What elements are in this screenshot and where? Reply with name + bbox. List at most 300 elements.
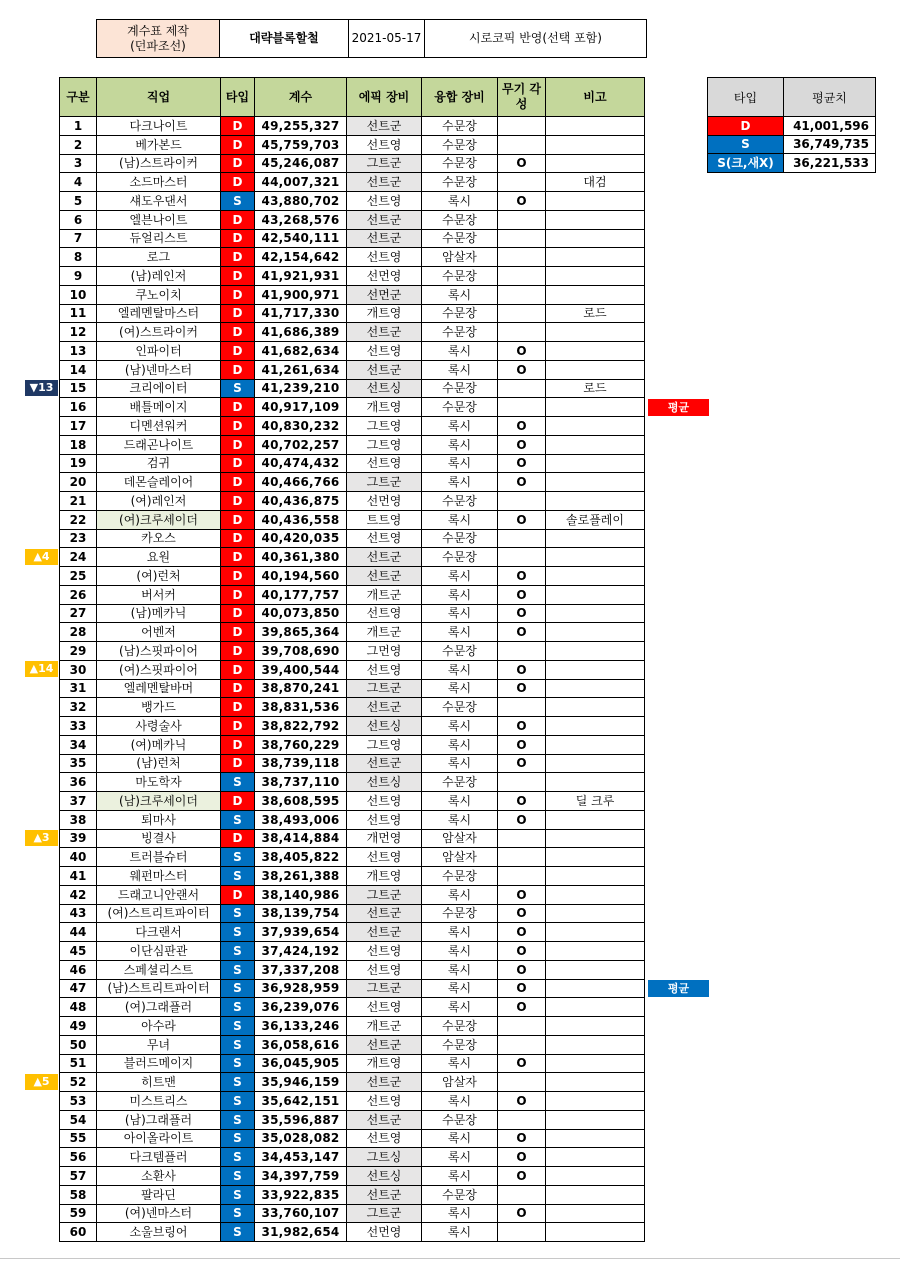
table-row [60, 1223, 645, 1242]
fusion-cell: 수문장 [422, 1110, 498, 1129]
table-row [60, 1129, 645, 1148]
rank-cell: 2 [60, 135, 97, 154]
table-row [60, 1185, 645, 1204]
average-value-cell: 36,221,533 [784, 154, 876, 173]
rank-cell: 7 [60, 229, 97, 248]
fusion-cell: 록시 [422, 510, 498, 529]
awake-cell [498, 1035, 546, 1054]
score-cell: 41,239,210 [255, 379, 347, 398]
note-cell [546, 1092, 645, 1111]
fusion-cell: 수문장 [422, 154, 498, 173]
epic-cell: 개먼영 [347, 829, 422, 848]
job-cell: 이단심판관 [97, 942, 221, 961]
job-cell: 다크나이트 [97, 117, 221, 136]
score-cell: 38,493,006 [255, 810, 347, 829]
table-row [60, 1092, 645, 1111]
score-cell: 40,702,257 [255, 435, 347, 454]
note-cell [546, 979, 645, 998]
table-row [60, 248, 645, 267]
fusion-cell: 록시 [422, 585, 498, 604]
awake-cell: O [498, 342, 546, 361]
job-cell: 다크템플러 [97, 1148, 221, 1167]
rank-cell: 48 [60, 998, 97, 1017]
table-row [60, 1017, 645, 1036]
epic-cell: 트트영 [347, 510, 422, 529]
job-cell: 요원 [97, 548, 221, 567]
type-cell: S [221, 1129, 255, 1148]
fusion-cell: 수문장 [422, 210, 498, 229]
type-cell: S [221, 192, 255, 211]
table-row [60, 398, 645, 417]
job-cell: (여)스트라이커 [97, 323, 221, 342]
rank-cell: 51 [60, 1054, 97, 1073]
awake-cell [498, 848, 546, 867]
job-cell: (여)스트리트파이터 [97, 904, 221, 923]
score-cell: 38,737,110 [255, 773, 347, 792]
epic-cell: 선트싱 [347, 717, 422, 736]
awake-cell: O [498, 1054, 546, 1073]
score-cell: 45,246,087 [255, 154, 347, 173]
score-cell: 36,058,616 [255, 1035, 347, 1054]
type-cell: S [221, 1092, 255, 1111]
rank-cell: 37 [60, 792, 97, 811]
rank-cell: 49 [60, 1017, 97, 1036]
score-cell: 45,759,703 [255, 135, 347, 154]
rank-cell: 6 [60, 210, 97, 229]
job-cell: 스페셜리스트 [97, 960, 221, 979]
score-cell: 40,436,875 [255, 492, 347, 511]
note-cell [546, 960, 645, 979]
epic-cell: 선트영 [347, 248, 422, 267]
type-cell: D [221, 304, 255, 323]
job-cell: (남)스트라이커 [97, 154, 221, 173]
avg-header-type: 타입 [708, 78, 784, 117]
note-cell [546, 1073, 645, 1092]
note-cell: 딜 크루 [546, 792, 645, 811]
rank-cell: 10 [60, 285, 97, 304]
fusion-cell: 록시 [422, 1204, 498, 1223]
rank-cell: 28 [60, 623, 97, 642]
table-row [60, 885, 645, 904]
awake-cell [498, 267, 546, 286]
type-cell: S [221, 848, 255, 867]
job-cell: (여)런처 [97, 567, 221, 586]
awake-cell: O [498, 660, 546, 679]
epic-cell: 선트영 [347, 135, 422, 154]
fusion-cell: 수문장 [422, 267, 498, 286]
epic-cell: 그트군 [347, 979, 422, 998]
table-row [60, 904, 645, 923]
type-cell: D [221, 360, 255, 379]
rank-cell: 25 [60, 567, 97, 586]
epic-cell: 선트싱 [347, 773, 422, 792]
fusion-cell: 록시 [422, 454, 498, 473]
type-cell: S [221, 1167, 255, 1186]
rank-cell: 30 [60, 660, 97, 679]
epic-cell: 선트영 [347, 454, 422, 473]
rank-cell: 56 [60, 1148, 97, 1167]
job-cell: (여)그래플러 [97, 998, 221, 1017]
epic-cell: 선트군 [347, 904, 422, 923]
table-row [60, 1110, 645, 1129]
awake-cell [498, 173, 546, 192]
type-cell: S [221, 960, 255, 979]
score-cell: 40,436,558 [255, 510, 347, 529]
average-line-marker: 평균 [648, 980, 709, 997]
type-cell: D [221, 829, 255, 848]
epic-cell: 그트영 [347, 735, 422, 754]
rank-cell: 59 [60, 1204, 97, 1223]
fusion-cell: 암살자 [422, 248, 498, 267]
rank-cell: 18 [60, 435, 97, 454]
awake-cell: O [498, 435, 546, 454]
average-row [708, 154, 876, 173]
type-cell: D [221, 117, 255, 136]
job-cell: 배틀메이지 [97, 398, 221, 417]
ranking-table [59, 77, 645, 1242]
score-cell: 38,739,118 [255, 754, 347, 773]
note-cell [546, 154, 645, 173]
epic-cell: 개트영 [347, 867, 422, 886]
fusion-cell: 록시 [422, 1092, 498, 1111]
type-cell: D [221, 398, 255, 417]
fusion-cell: 수문장 [422, 492, 498, 511]
table-row [60, 1148, 645, 1167]
job-cell: 소환사 [97, 1167, 221, 1186]
average-type-cell: S(크,새X) [708, 154, 784, 173]
rank-cell: 57 [60, 1167, 97, 1186]
awake-cell [498, 698, 546, 717]
epic-cell: 선트영 [347, 342, 422, 361]
job-cell: 카오스 [97, 529, 221, 548]
awake-cell: O [498, 417, 546, 436]
col-header-fusion: 융합 장비 [422, 78, 498, 117]
fusion-cell: 록시 [422, 660, 498, 679]
score-cell: 43,880,702 [255, 192, 347, 211]
score-cell: 37,424,192 [255, 942, 347, 961]
type-cell: D [221, 529, 255, 548]
job-cell: 마도학자 [97, 773, 221, 792]
type-cell: D [221, 698, 255, 717]
note-cell [546, 717, 645, 736]
fusion-cell: 록시 [422, 885, 498, 904]
fusion-cell: 록시 [422, 285, 498, 304]
fusion-cell: 록시 [422, 567, 498, 586]
note-cell [546, 135, 645, 154]
rank-cell: 26 [60, 585, 97, 604]
awake-cell: O [498, 510, 546, 529]
note-cell [546, 604, 645, 623]
fusion-cell: 수문장 [422, 867, 498, 886]
note-cell [546, 398, 645, 417]
note-cell [546, 1204, 645, 1223]
note-cell [546, 473, 645, 492]
fusion-cell: 록시 [422, 810, 498, 829]
awake-cell [498, 867, 546, 886]
table-row [60, 510, 645, 529]
job-cell: (남)런처 [97, 754, 221, 773]
score-cell: 41,717,330 [255, 304, 347, 323]
awake-cell: O [498, 154, 546, 173]
job-cell: 소울브링어 [97, 1223, 221, 1242]
rank-cell: 15 [60, 379, 97, 398]
rank-cell: 54 [60, 1110, 97, 1129]
note-cell [546, 885, 645, 904]
fusion-cell: 록시 [422, 942, 498, 961]
fusion-cell: 수문장 [422, 229, 498, 248]
type-cell: D [221, 173, 255, 192]
score-cell: 40,420,035 [255, 529, 347, 548]
note-cell [546, 1167, 645, 1186]
note-cell: 로드 [546, 379, 645, 398]
type-cell: S [221, 923, 255, 942]
rank-cell: 34 [60, 735, 97, 754]
epic-cell: 선트영 [347, 998, 422, 1017]
rank-cell: 20 [60, 473, 97, 492]
score-cell: 38,608,595 [255, 792, 347, 811]
rank-cell: 58 [60, 1185, 97, 1204]
type-cell: D [221, 248, 255, 267]
job-cell: (여)넨마스터 [97, 1204, 221, 1223]
table-row [60, 173, 645, 192]
average-type-cell: D [708, 117, 784, 136]
epic-cell: 그먼영 [347, 642, 422, 661]
epic-cell: 선먼영 [347, 1223, 422, 1242]
note-cell [546, 210, 645, 229]
rank-cell: 36 [60, 773, 97, 792]
table-row [60, 960, 645, 979]
table-row [60, 792, 645, 811]
fusion-cell: 록시 [422, 604, 498, 623]
score-cell: 40,474,432 [255, 454, 347, 473]
fusion-cell: 록시 [422, 960, 498, 979]
type-cell: D [221, 285, 255, 304]
score-cell: 41,900,971 [255, 285, 347, 304]
awake-cell: O [498, 885, 546, 904]
note-cell [546, 1035, 645, 1054]
rank-cell: 31 [60, 679, 97, 698]
note-cell [546, 679, 645, 698]
type-cell: S [221, 1073, 255, 1092]
target-cell: 대략블록할철 [220, 20, 349, 58]
fusion-cell: 수문장 [422, 529, 498, 548]
job-cell: (남)메카닉 [97, 604, 221, 623]
table-row [60, 360, 645, 379]
awake-cell [498, 492, 546, 511]
epic-cell: 선트군 [347, 1110, 422, 1129]
job-cell: 듀얼리스트 [97, 229, 221, 248]
table-row [60, 135, 645, 154]
awake-cell: O [498, 1092, 546, 1111]
awake-cell [498, 829, 546, 848]
job-cell: 쿠노이치 [97, 285, 221, 304]
type-cell: S [221, 979, 255, 998]
note-cell [546, 567, 645, 586]
note-cell [546, 1110, 645, 1129]
rank-cell: 46 [60, 960, 97, 979]
awake-cell [498, 642, 546, 661]
epic-cell: 선트군 [347, 1185, 422, 1204]
score-cell: 39,708,690 [255, 642, 347, 661]
awake-cell [498, 379, 546, 398]
rank-cell: 8 [60, 248, 97, 267]
epic-cell: 개트군 [347, 623, 422, 642]
score-cell: 38,405,822 [255, 848, 347, 867]
awake-cell: O [498, 998, 546, 1017]
table-row [60, 492, 645, 511]
score-cell: 35,642,151 [255, 1092, 347, 1111]
awake-cell: O [498, 623, 546, 642]
page-bottom-divider [0, 1258, 900, 1259]
note-cell [546, 323, 645, 342]
epic-cell: 그트영 [347, 435, 422, 454]
col-header-score: 계수 [255, 78, 347, 117]
fusion-cell: 수문장 [422, 135, 498, 154]
type-cell: S [221, 904, 255, 923]
date-cell: 2021-05-17 [349, 20, 425, 58]
job-cell: 빙결사 [97, 829, 221, 848]
score-cell: 40,361,380 [255, 548, 347, 567]
score-cell: 36,239,076 [255, 998, 347, 1017]
epic-cell: 선트군 [347, 754, 422, 773]
rank-cell: 21 [60, 492, 97, 511]
col-header-note: 비고 [546, 78, 645, 117]
epic-cell: 선트싱 [347, 379, 422, 398]
awake-cell [498, 1185, 546, 1204]
score-cell: 36,045,905 [255, 1054, 347, 1073]
awake-cell: O [498, 1204, 546, 1223]
note-cell [546, 735, 645, 754]
awake-cell [498, 1110, 546, 1129]
epic-cell: 선트군 [347, 117, 422, 136]
job-cell: (여)메카닉 [97, 735, 221, 754]
note-cell: 대검 [546, 173, 645, 192]
rank-cell: 45 [60, 942, 97, 961]
epic-cell: 선트군 [347, 1073, 422, 1092]
note-cell [546, 623, 645, 642]
table-row [60, 192, 645, 211]
note-cell [546, 342, 645, 361]
type-cell: D [221, 135, 255, 154]
table-row [60, 267, 645, 286]
awake-cell: O [498, 904, 546, 923]
col-header-job: 직업 [97, 78, 221, 117]
note-cell [546, 829, 645, 848]
awake-cell [498, 548, 546, 567]
awake-cell: O [498, 1148, 546, 1167]
awake-cell [498, 117, 546, 136]
job-cell: 미스트리스 [97, 1092, 221, 1111]
note-cell [546, 1054, 645, 1073]
rank-cell: 19 [60, 454, 97, 473]
awake-cell: O [498, 792, 546, 811]
job-cell: (여)스핏파이어 [97, 660, 221, 679]
rank-cell: 35 [60, 754, 97, 773]
column-header-row [60, 78, 645, 117]
note-cell [546, 998, 645, 1017]
rank-cell: 50 [60, 1035, 97, 1054]
score-cell: 38,414,884 [255, 829, 347, 848]
score-cell: 37,939,654 [255, 923, 347, 942]
note-cell [546, 1223, 645, 1242]
info-header-row [97, 20, 647, 58]
fusion-cell: 암살자 [422, 1073, 498, 1092]
awake-cell [498, 135, 546, 154]
table-row [60, 698, 645, 717]
score-cell: 38,822,792 [255, 717, 347, 736]
table-row [60, 942, 645, 961]
epic-cell: 개트영 [347, 304, 422, 323]
fusion-cell: 록시 [422, 623, 498, 642]
epic-cell: 선트군 [347, 698, 422, 717]
note-cell [546, 585, 645, 604]
awake-cell [498, 323, 546, 342]
fusion-cell: 록시 [422, 192, 498, 211]
average-type-cell: S [708, 135, 784, 154]
score-cell: 34,453,147 [255, 1148, 347, 1167]
rank-cell: 39 [60, 829, 97, 848]
score-cell: 40,466,766 [255, 473, 347, 492]
score-cell: 35,028,082 [255, 1129, 347, 1148]
score-cell: 33,922,835 [255, 1185, 347, 1204]
made-by-cell [97, 20, 220, 58]
epic-cell: 선트영 [347, 960, 422, 979]
score-cell: 40,830,232 [255, 417, 347, 436]
type-cell: D [221, 417, 255, 436]
made-by-line2: (던파조선) [130, 38, 186, 53]
rank-cell: 40 [60, 848, 97, 867]
type-cell: S [221, 1223, 255, 1242]
fusion-cell: 수문장 [422, 398, 498, 417]
awake-cell [498, 529, 546, 548]
score-cell: 41,682,634 [255, 342, 347, 361]
note-cell: 솔로플레이 [546, 510, 645, 529]
rank-cell: 17 [60, 417, 97, 436]
table-row [60, 1204, 645, 1223]
note-cell [546, 867, 645, 886]
rank-cell: 32 [60, 698, 97, 717]
type-cell: S [221, 1054, 255, 1073]
awake-cell: O [498, 1167, 546, 1186]
type-cell: D [221, 510, 255, 529]
note-cell: 시로코픽 반영(선택 포함) [425, 20, 647, 58]
job-cell: 드래고니안랜서 [97, 885, 221, 904]
fusion-cell: 록시 [422, 717, 498, 736]
awake-cell [498, 248, 546, 267]
table-row [60, 604, 645, 623]
note-cell [546, 1185, 645, 1204]
fusion-cell: 수문장 [422, 773, 498, 792]
rank-cell: 1 [60, 117, 97, 136]
score-cell: 38,831,536 [255, 698, 347, 717]
job-cell: (남)스트리트파이터 [97, 979, 221, 998]
job-cell: 크리에이터 [97, 379, 221, 398]
job-cell: (여)레인저 [97, 492, 221, 511]
job-cell: (남)레인저 [97, 267, 221, 286]
table-row [60, 585, 645, 604]
type-cell: D [221, 454, 255, 473]
score-cell: 40,073,850 [255, 604, 347, 623]
epic-cell: 선트군 [347, 548, 422, 567]
score-cell: 36,133,246 [255, 1017, 347, 1036]
average-rows [708, 117, 876, 173]
type-cell: D [221, 660, 255, 679]
fusion-cell: 록시 [422, 1167, 498, 1186]
fusion-cell: 록시 [422, 360, 498, 379]
job-cell: (여)크루세이더 [97, 510, 221, 529]
made-by-line1: 계수표 제작 [127, 23, 189, 38]
table-row [60, 304, 645, 323]
